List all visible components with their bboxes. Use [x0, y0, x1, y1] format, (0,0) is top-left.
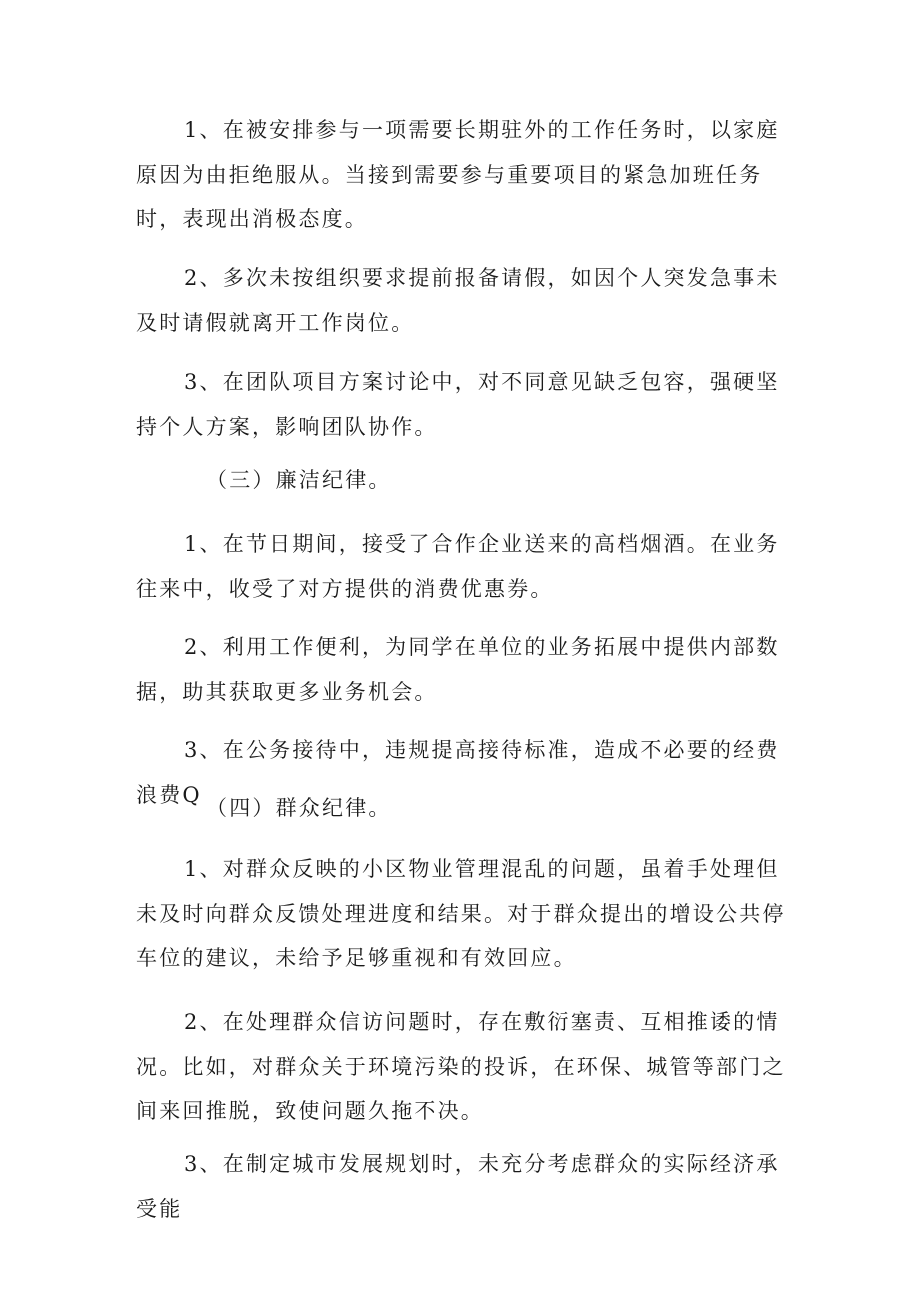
paragraph-political-2: 2、多次未按组织要求提前报备请假，如因个人突发急事未及时请假就离开工作岗位。	[136, 266, 780, 335]
section-heading-masses: （四）群众纪律。	[206, 796, 392, 820]
paragraph-masses-2: 2、在处理群众信访问题时，存在敷衍塞责、互相推诿的情况。比如，对群众关于环境污染的投诉，在环保、城管等部门之间来回推脱，致使问题久拖不决。	[136, 1010, 786, 1123]
paragraph-political-1: 1、在被安排参与一项需要长期驻外的工作任务时，以家庭原因为由拒绝服从。当接到需要参与重要项目的紧急加班任务时，表现出消极态度。	[136, 118, 780, 231]
paragraph-integrity-3: 3、在公务接待中，违规提高接待标准，造成不必要的经费浪费Q	[136, 738, 780, 807]
section-heading-integrity: （三）廉洁纪律。	[206, 468, 392, 492]
paragraph-integrity-2: 2、利用工作便利，为同学在单位的业务拓展中提供内部数据，助其获取更多业务机会。	[136, 635, 780, 704]
paragraph-masses-3: 3、在制定城市发展规划时，未充分考虑群众的实际经济承受能	[136, 1152, 780, 1221]
paragraph-integrity-1: 1、在节日期间，接受了合作企业送来的高档烟酒。在业务往来中，收受了对方提供的消费优惠券。	[136, 532, 780, 601]
paragraph-masses-1: 1、对群众反映的小区物业管理混乱的问题，虽着手处理但未及时向群众反馈处理进度和结果。对于群众提出的增设公共停车位的建议，未给予足够重视和有效回应。	[136, 857, 786, 970]
paragraph-political-3: 3、在团队项目方案讨论中，对不同意见缺乏包容，强硬坚持个人方案，影响团队协作。	[136, 370, 780, 439]
